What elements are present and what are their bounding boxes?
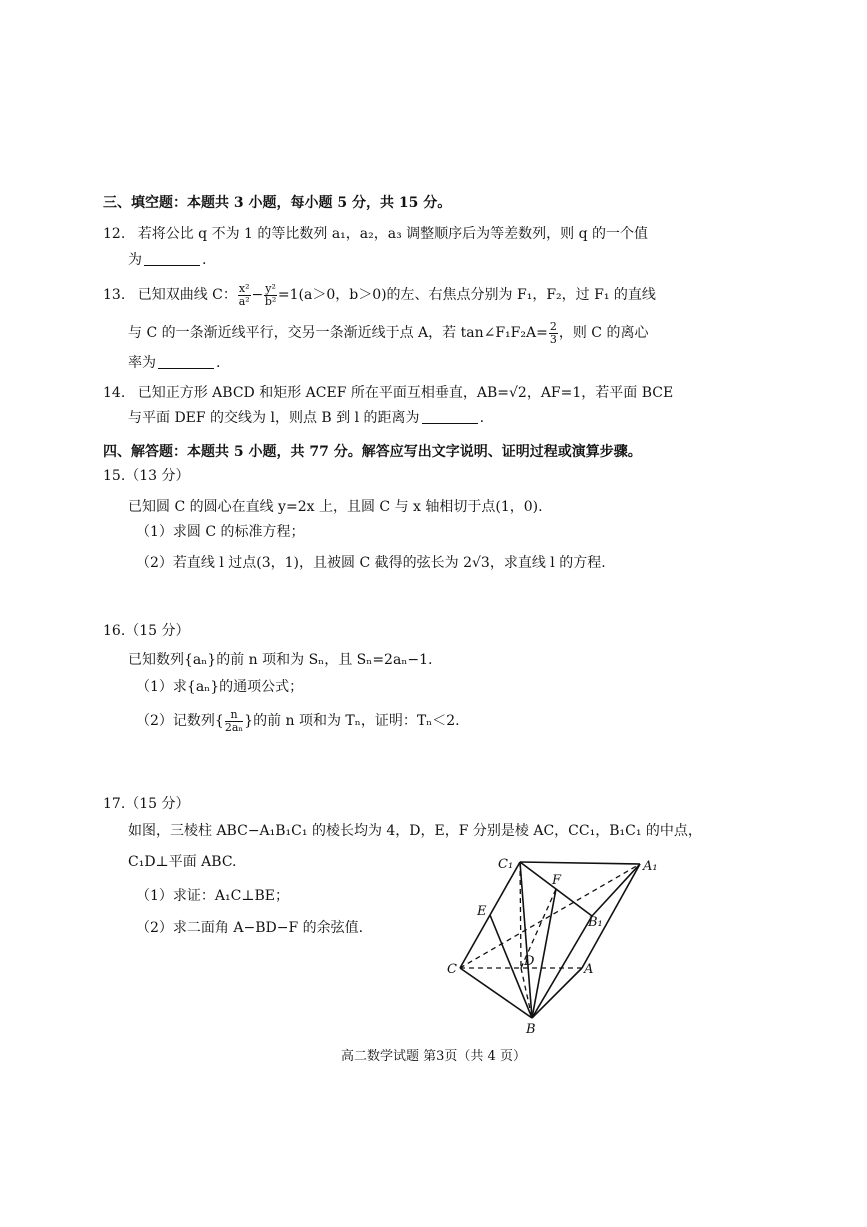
fraction-numerator: y² <box>265 281 276 295</box>
question-12-number: 12. <box>103 226 126 242</box>
label-D: D <box>524 954 535 969</box>
question-16-part-2-a: （2）记数列{ <box>136 713 224 729</box>
question-15-part-1: （1）求圆 C 的标准方程； <box>136 524 305 540</box>
label-E: E <box>477 904 487 919</box>
fraction-numerator: 2 <box>549 319 557 333</box>
question-14-line-2-prefix: 与平面 DEF 的交线为 l，则点 B 到 l 的距离为 <box>128 410 420 426</box>
question-13-line-3 <box>128 353 220 373</box>
question-15-stem: 已知圆 C 的圆心在直线 y=2x 上，且圆 C 与 x 轴相切于点(1，0). <box>128 499 543 515</box>
label-F: F <box>552 873 562 888</box>
label-A1: A₁ <box>643 859 658 874</box>
question-16-part-1: （1）求{aₙ}的通项公式； <box>136 679 304 695</box>
question-16-stem: 已知数列{aₙ}的前 n 项和为 Sₙ，且 Sₙ=2aₙ−1. <box>128 652 433 668</box>
section-4-heading: 四、解答题：本题共 5 小题，共 77 分。解答应写出文字说明、证明过程或演算步骤。 <box>103 444 642 460</box>
label-A: A <box>584 962 594 977</box>
question-17-stem-2: C₁D⊥平面 ABC. <box>128 854 237 870</box>
question-13-line-1 <box>103 280 656 310</box>
question-14-text: 已知正方形 ABCD 和矩形 ACEF 所在平面互相垂直，AB=√2，AF=1，若平面 BCE <box>137 385 674 401</box>
question-17-part-1: （1）求证：A₁C⊥BE； <box>136 888 290 904</box>
fraction-numerator: x² <box>238 281 250 295</box>
question-13-text-c: 与 C 的一条渐近线平行，交另一条渐近线于点 A，若 tan∠F₁F₂A= <box>128 325 548 341</box>
prism-figure <box>440 850 670 1040</box>
answer-blank-13[interactable] <box>158 354 214 369</box>
question-12-line-2-suffix: . <box>202 252 207 268</box>
question-15-number: 15.（13 分） <box>103 468 190 484</box>
question-17-number: 17.（15 分） <box>103 796 190 812</box>
fraction-y2-b2 <box>264 283 277 308</box>
question-12-line-2 <box>128 250 206 270</box>
question-14-line-2-suffix: . <box>479 410 485 426</box>
page-footer: 高二数学试题 第3页（共 4 页） <box>341 1049 526 1064</box>
answer-blank-14[interactable] <box>422 409 478 424</box>
fraction-numerator: n <box>225 709 243 722</box>
section-3-heading: 三、填空题：本题共 3 小题，每小题 5 分，共 15 分。 <box>103 195 452 211</box>
fraction-n-2an <box>225 709 243 734</box>
question-17-stem-1: 如图，三棱柱 ABC−A₁B₁C₁ 的棱长均为 4，D，E，F 分别是棱 AC，CC₁，B₁C₁ 的中点， <box>128 823 702 839</box>
question-17-part-2: （2）求二面角 A−BD−F 的余弦值. <box>136 920 364 936</box>
answer-blank-12[interactable] <box>144 251 200 266</box>
question-13-line-3-suffix: . <box>216 355 221 371</box>
question-15-part-2: （2）若直线 l 过点(3，1)，且被圆 C 截得的弦长为 2√3，求直线 l 的方程. <box>136 555 606 571</box>
question-13-line-2 <box>128 318 648 348</box>
question-12-line-1 <box>103 224 648 244</box>
label-B1: B₁ <box>588 915 603 930</box>
question-16-part-2-b: }的前 n 项和为 Tₙ，证明：Tₙ＜2. <box>244 713 460 729</box>
question-16-number: 16.（15 分） <box>103 623 190 639</box>
fraction-x2-a2 <box>238 283 251 308</box>
fraction-denominator: b² <box>264 294 277 308</box>
question-14-line-2 <box>128 408 484 428</box>
fraction-2-3 <box>549 321 558 346</box>
question-12-line-2-prefix: 为 <box>128 252 142 268</box>
question-16-part-2 <box>136 706 460 736</box>
label-B: B <box>526 1022 536 1037</box>
label-C: C <box>447 962 457 977</box>
segment-C-A1-hidden <box>460 864 640 968</box>
fraction-denominator: a² <box>238 294 250 308</box>
edge-C1-A1 <box>520 862 640 864</box>
label-C1: C₁ <box>498 857 514 872</box>
question-13-text-a: 已知双曲线 C： <box>137 287 237 303</box>
question-13-line-3-prefix: 率为 <box>128 355 156 371</box>
fraction-denominator: 2aₙ <box>224 720 244 734</box>
question-12-text: 若将公比 q 不为 1 的等比数列 a₁，a₂，a₃ 调整顺序后为等差数列，则 q 的一个值 <box>137 226 649 242</box>
question-14-number: 14. <box>103 385 126 401</box>
question-13-text-b: =1(a＞0，b＞0)的左、右焦点分别为 F₁，F₂，过 F₁ 的直线 <box>277 287 656 303</box>
question-13-number: 13. <box>103 287 126 303</box>
fraction-denominator: 3 <box>549 332 557 346</box>
minus-sign: − <box>251 287 264 303</box>
question-14-line-1 <box>103 383 673 403</box>
question-13-text-d: ，则 C 的离心 <box>558 325 649 341</box>
